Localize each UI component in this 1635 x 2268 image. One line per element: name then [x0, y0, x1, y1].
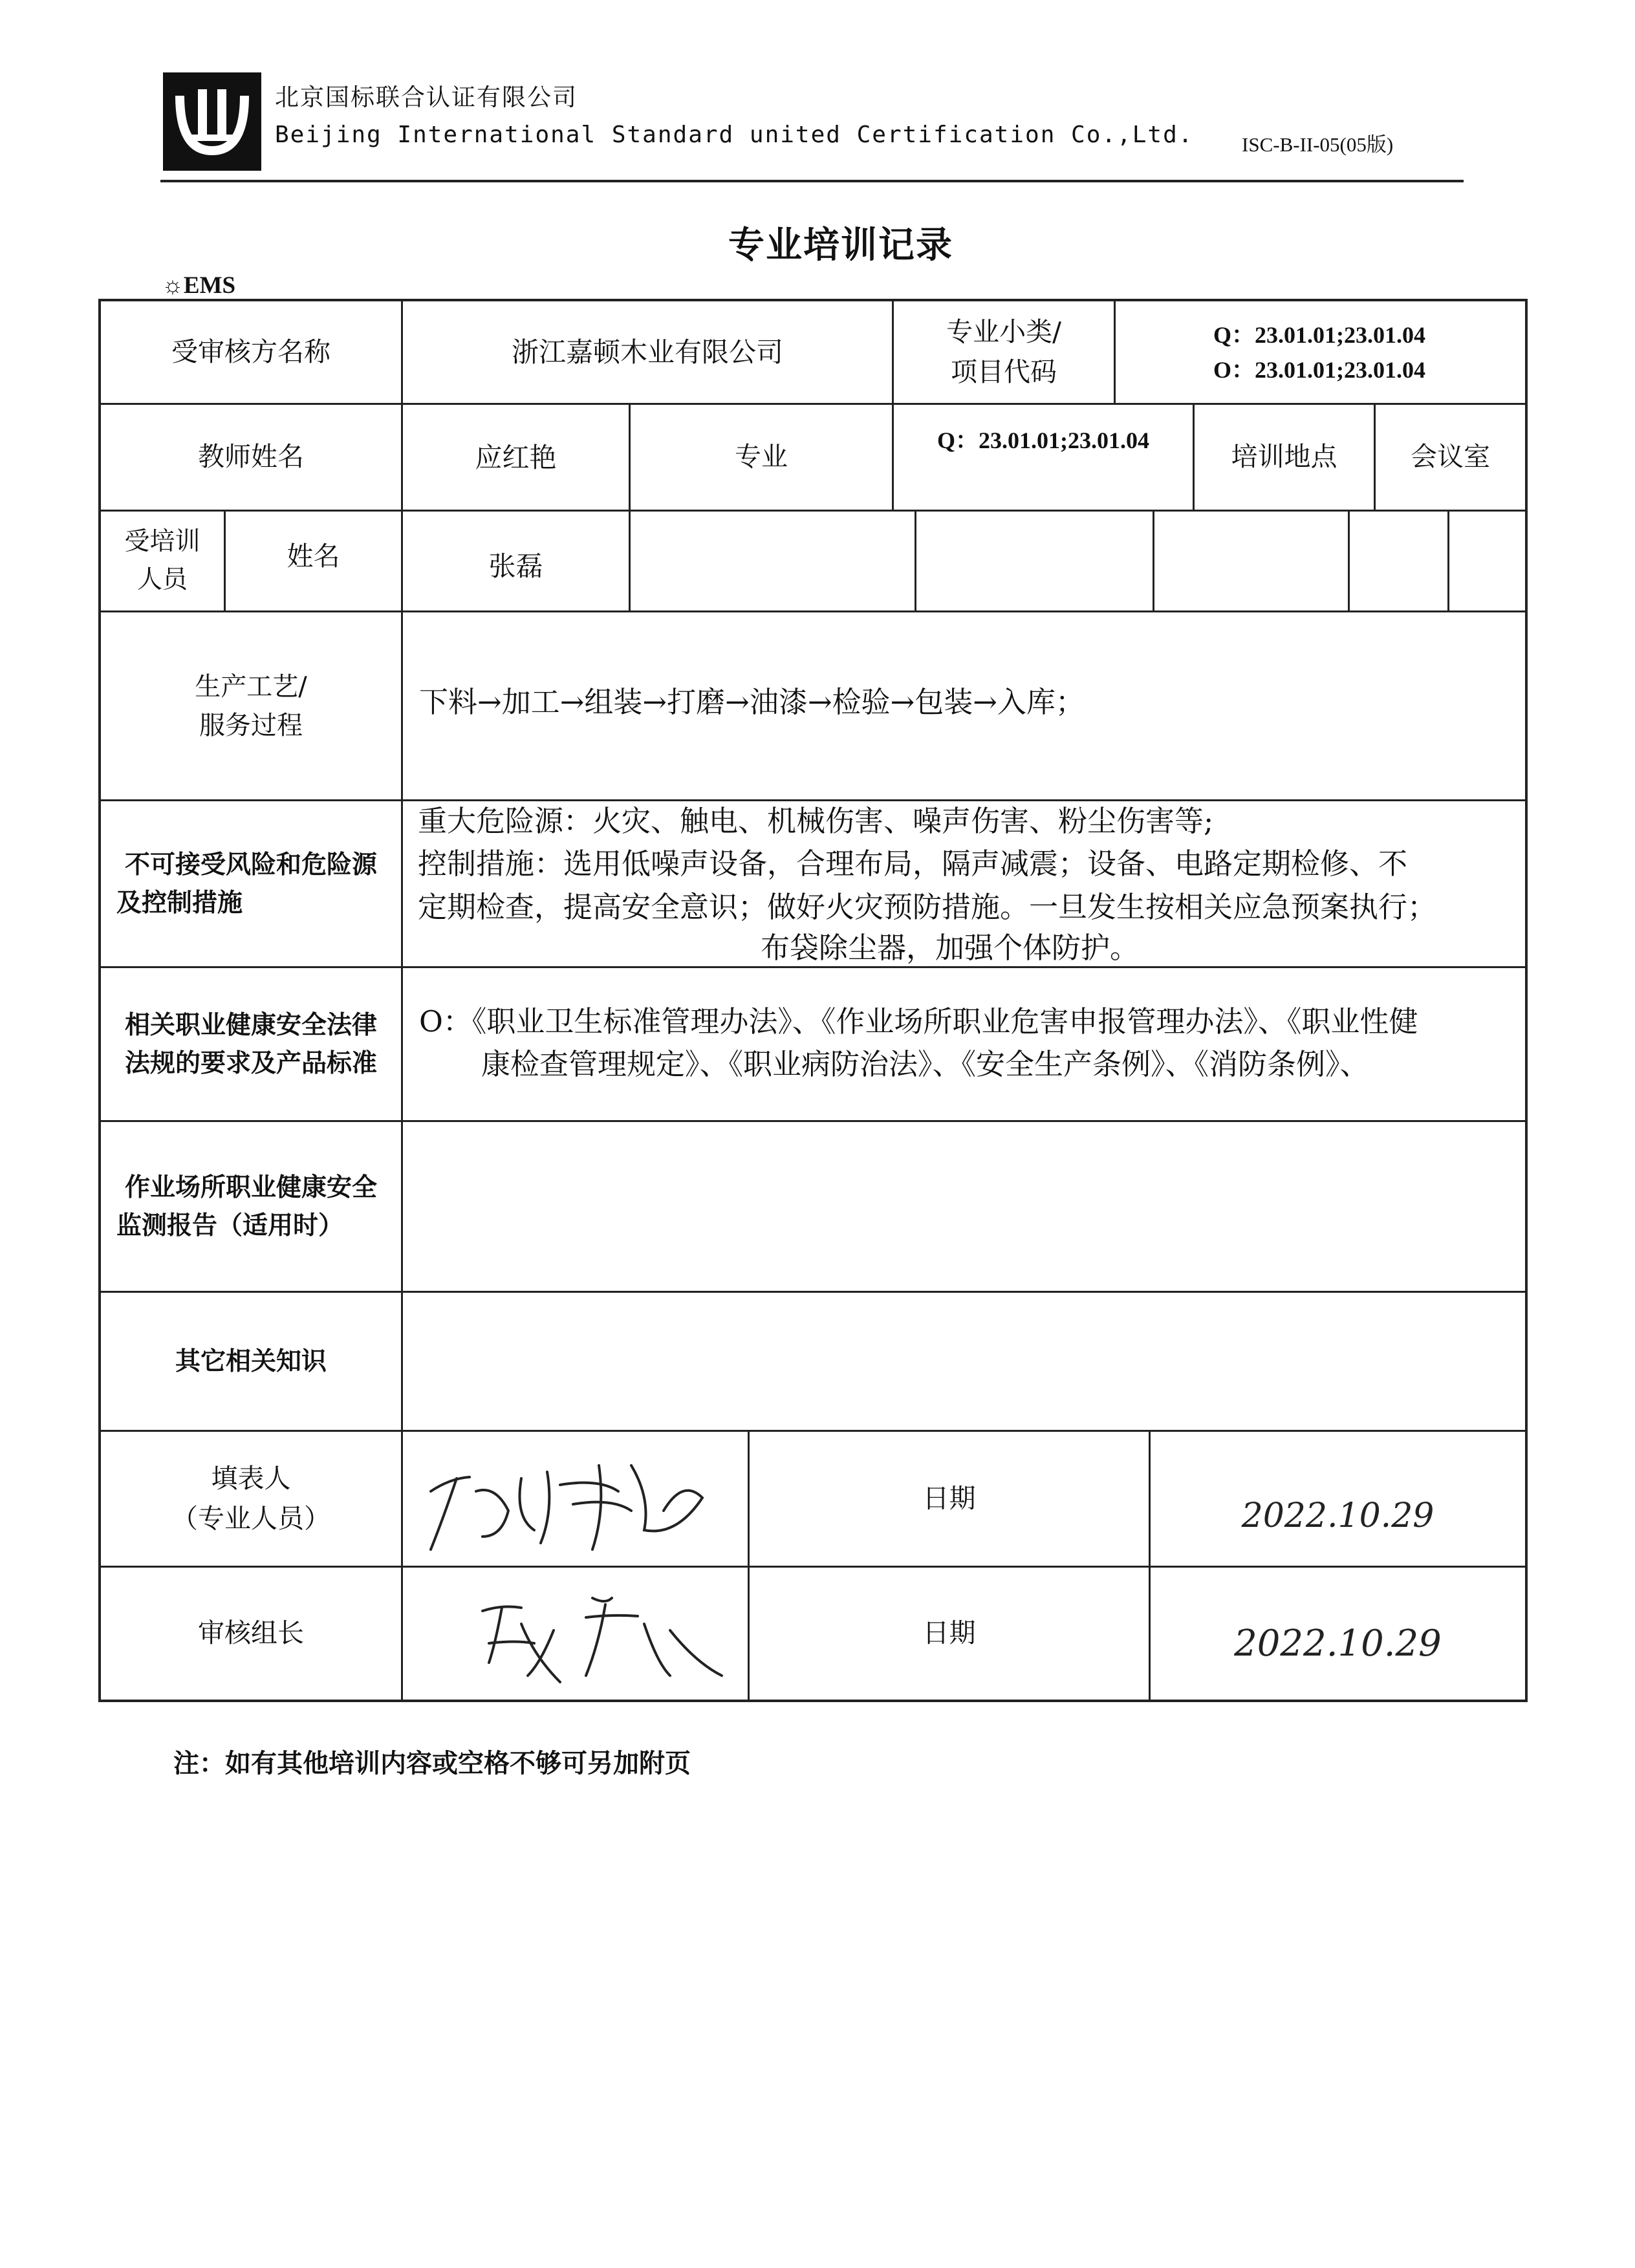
category-codes — [1116, 301, 1523, 403]
auditee-value: 浙江嘉顿木业有限公司 — [511, 336, 783, 368]
process-label-line1: 生产工艺/ — [195, 671, 307, 702]
process-label — [101, 612, 401, 799]
location-label: 培训地点 — [1231, 441, 1337, 473]
header-divider — [160, 180, 1464, 182]
column-divider — [1447, 510, 1449, 610]
footer-note: 注：如有其他培训内容或空格不够可另加附页 — [173, 1749, 691, 1778]
process-label-line2: 服务过程 — [199, 710, 303, 740]
process-value: 下料→加工→组装→打磨→油漆→检验→包装→入库； — [419, 685, 1085, 719]
risk-label-line2: 及控制措施 — [116, 887, 243, 918]
risk-line-3: 定期检查，提高安全意识；做好火灾预防措施。一旦发生按相关应急预案执行； — [418, 890, 1437, 924]
name-label: 姓名 — [287, 541, 340, 572]
location-value: 会议室 — [1411, 441, 1490, 473]
company-name-cn: 北京国标联合认证有限公司 — [275, 83, 578, 111]
other-knowledge-label: 其它相关知识 — [175, 1346, 327, 1376]
category-code-q: Q：23.01.01;23.01.04 — [1213, 321, 1425, 348]
column-divider — [915, 510, 916, 610]
training-form-table — [98, 299, 1528, 1702]
leader-label: 审核组长 — [198, 1617, 304, 1649]
category-code-o: O：23.01.01;23.01.04 — [1213, 356, 1425, 383]
teacher-label: 教师姓名 — [198, 441, 304, 473]
trainee-label-line2: 人员 — [136, 565, 188, 594]
category-label-line2: 项目代码 — [951, 356, 1057, 387]
filler-label — [101, 1432, 401, 1566]
document-title: 专业培训记录 — [728, 224, 953, 266]
date-label-2: 日期 — [922, 1617, 976, 1649]
company-name-en: Beijing International Standard united Certification Co.,Ltd. — [275, 122, 1194, 148]
risk-label — [101, 801, 401, 966]
law-label-line1: 相关职业健康安全法律 — [124, 1010, 377, 1040]
form-code: ISC-B-II-05(05版) — [1242, 133, 1394, 156]
monitor-label-line1: 作业场所职业健康安全 — [124, 1172, 377, 1202]
trainee-name: 张磊 — [488, 550, 543, 582]
specialty-value: Q：23.01.01;23.01.04 — [937, 427, 1149, 453]
category-label — [894, 301, 1114, 403]
auditee-label: 受审核方名称 — [171, 336, 330, 367]
leader-signature — [463, 1579, 748, 1692]
specialty-label: 专业 — [735, 441, 788, 473]
law-line-1: O：《职业卫生标准管理办法》、《作业场所职业危害申报管理办法》、《职业性健 — [419, 1004, 1418, 1039]
law-line-2: 康检查管理规定》、《职业病防治法》、《安全生产条例》、《消防条例》、 — [481, 1047, 1369, 1081]
risk-line-1: 重大危险源：火灾、触电、机械伤害、噪声伤害、粉尘伤害等; — [418, 804, 1214, 838]
monitor-label — [101, 1122, 401, 1291]
trainee-label-line1: 受培训 — [124, 527, 200, 556]
date-value-2: 2022.10.29 — [1234, 1623, 1442, 1665]
column-divider — [1348, 510, 1350, 610]
management-system-label: ☼EMS — [162, 272, 236, 299]
date-label-1: 日期 — [922, 1482, 976, 1514]
risk-line-2: 控制措施：选用低噪声设备，合理布局，隔声减震；设备、电路定期检修、不 — [418, 847, 1408, 881]
law-label — [101, 968, 401, 1120]
filler-label-line2: （专业人员） — [171, 1502, 330, 1534]
filler-signature — [405, 1440, 741, 1562]
date-value-1: 2022.10.29 — [1241, 1496, 1435, 1535]
law-label-line2: 法规的要求及产品标准 — [124, 1048, 377, 1078]
risk-line-4: 布袋除尘器，加强个体防护。 — [761, 931, 1140, 965]
category-label-line1: 专业小类/ — [946, 316, 1061, 347]
company-logo — [160, 70, 264, 173]
monitor-label-line2: 监测报告（适用时） — [116, 1210, 344, 1240]
teacher-value: 应红艳 — [475, 441, 557, 473]
filler-label-line1: 填表人 — [211, 1463, 291, 1494]
risk-label-line1: 不可接受风险和危险源 — [124, 850, 377, 880]
column-divider — [401, 301, 403, 1700]
trainee-label — [101, 512, 224, 610]
column-divider — [1153, 510, 1154, 610]
